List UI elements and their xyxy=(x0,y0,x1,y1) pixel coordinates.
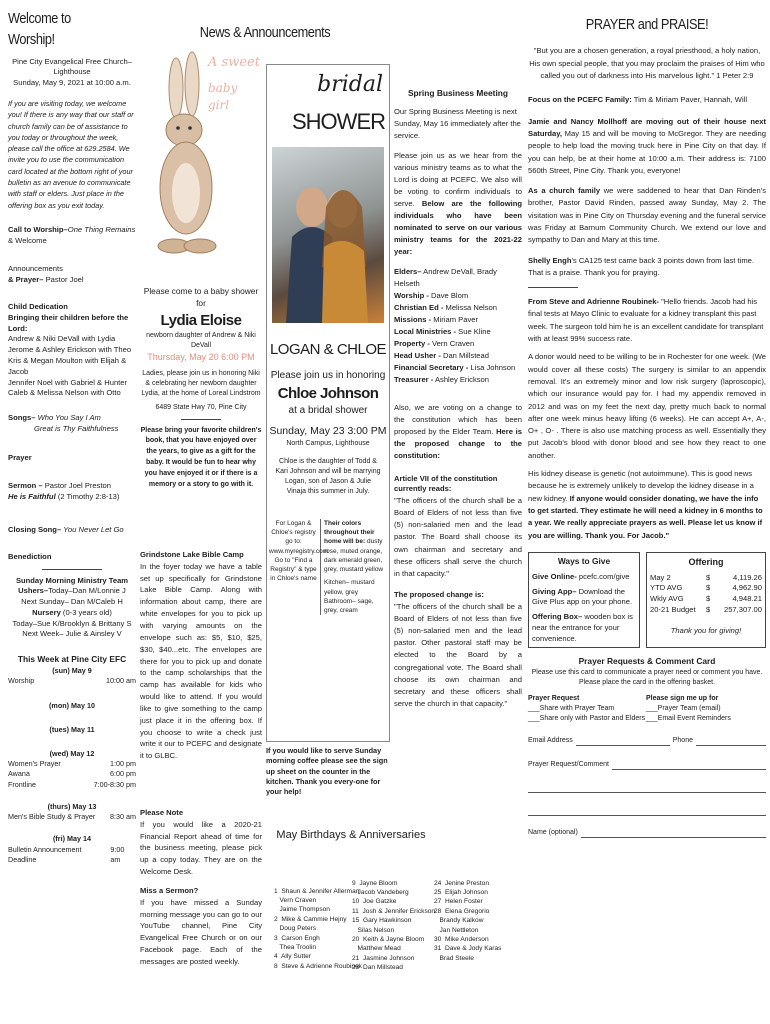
sermon-title: He is Faithful (2 Timothy 2:8-13) xyxy=(8,492,120,502)
baby-girl-text: baby girl xyxy=(208,81,238,113)
ways-to-give xyxy=(528,552,640,649)
comment-line-3[interactable] xyxy=(528,805,766,816)
grindstone-section xyxy=(140,550,262,762)
shower-text: SHOWER xyxy=(292,109,385,135)
shower-sub: newborn daughter of Andrew & Niki DeVall xyxy=(146,332,256,350)
contact-fields xyxy=(528,736,766,746)
bride-name: Chloe Johnson xyxy=(277,384,379,402)
order-of-worship xyxy=(8,0,136,1024)
roubinek-note: From Steve and Adrienne Roubinek- "Hello friends. Jacob had his final tests at Mayo Clinic to evaluate for a kidney transplant this past week. The surgeon told him he is an excellent candidate for transplant with at least 99% success rate. xyxy=(528,297,764,344)
card-options xyxy=(528,694,766,724)
mollhoff-note: Jamie and Nancy Mollhoff are moving out of their house next Saturday, May 15 and will be moving to McGregor. They are needing people to help load the moving truck here in Pine City on that day. If you can help, be at their home at 10:00 a.m. Their address is: 7100 560th Street, Pine City. Thank you, everyone! xyxy=(528,116,766,175)
ushers-next: Next Sunday– Dan M/Caleb H xyxy=(21,597,123,607)
vote-text: Also, we are voting on a change to the constitution which has been proposed by the Elder Team. Here is the proposed change to the constitution: xyxy=(394,402,522,460)
business-text-2: Please join us as we hear from the various ministry teams as to what the Lord is doing at PCEFC. We also will be voting to confirm individuals to serve. Below are the following individuals who have been nominated to serve on our various ministry teams for the 2021-22 year: xyxy=(394,150,522,256)
couple-photo xyxy=(272,147,384,323)
miss-text: If you have missed a Sunday morning message you can go to our YouTube channel, Pine City Evangelical Free Church or on our Facebook page. Each of the messages are posted weekly. xyxy=(140,897,262,966)
shower-ladies: Ladies, please join us in honoring Niki & celebrating her newborn daughter Lydia, at the home of Loreal Lindstrom xyxy=(141,369,261,397)
name-field[interactable] xyxy=(581,828,766,838)
sweet-text: A sweet xyxy=(208,55,260,70)
dedication-sub: Bringing their children before the Lord: xyxy=(8,312,129,333)
phone-label: Phone xyxy=(672,737,693,745)
prayer-title: PRAYER and PRAISE! xyxy=(585,16,709,33)
shower-address: 6489 State Hwy 70, Pine City xyxy=(155,403,247,411)
birthdays-title: May Birthdays & Anniversaries xyxy=(276,829,426,841)
comment-line-2[interactable] xyxy=(528,782,766,793)
nursery-today: Today–Sue K/Brooklyn & Brittany S xyxy=(12,618,132,628)
give-online[interactable]: Give Online- pcefc.com/give xyxy=(532,571,630,581)
note-section xyxy=(140,808,262,968)
welcome-title: Welcome to Worship! xyxy=(8,10,71,49)
serve-coffee: If you would like to serve Sunday morning coffee please see the sign up sheet on the counter in the kitchen. Thank you every-one for your help! xyxy=(266,746,388,797)
nursery: Nursery (0-3 years old) xyxy=(32,607,112,617)
proposed-quote: "The officers of the church shall be a Board of Elders of not less than five (5) non-salaried men and the lead pastor. Other pastoral staff may be elected to the Board by a congregational vote. The Board shall choose its own chairman and secretary and these officers shall serve the church in that capacity." xyxy=(394,601,522,708)
grindstone-title: Grindstone Lake Bible Camp xyxy=(140,550,244,559)
news-title: News & Announcements xyxy=(199,24,331,41)
signup-prayer-team[interactable]: ___Prayer Team (email) xyxy=(646,705,721,713)
business-title: Spring Business Meeting xyxy=(407,88,509,98)
announcements-item: Announcements xyxy=(8,264,63,274)
colors-info: Their colors throughout their home will be: dusty rose, muted orange, dark emerald green, grey, mustard yellow Kitchen– mustard yellow, grey Bathroom– sage, grey, cream xyxy=(324,520,384,614)
card-title: Prayer Requests & Comment Card xyxy=(578,656,716,667)
giving-row xyxy=(528,552,766,649)
name-label: Name (optional) xyxy=(528,828,578,836)
dedication-families: Andrew & Niki DeVall with Lydia Jerome & Ashley Erickson with Theo Kris & Megan Moulton with Elijah & Jacob Jennifer Noel with Gabriel & Hunter Caleb & Melissa Nelson with Otto xyxy=(8,334,132,398)
prayer-item: Prayer xyxy=(8,452,32,462)
shower-book: Please bring your favorite children's book, that you have enjoyed over the years, to give as a gift for the baby. It would be fun to hear why you have enjoyed it or if there is a memory or a story to go with it. xyxy=(140,426,262,488)
service-date: Sunday, May 9, 2021 at 10:00 a.m. xyxy=(13,78,131,88)
prayer-column xyxy=(528,0,766,1024)
note-text: If you would like a 2020-21 Financial Report ahead of time for the business meeting, please pick up a copy today. They are on the Welcome Desk. xyxy=(140,819,262,877)
birthdays-section xyxy=(266,828,516,844)
comment-label: Prayer Request/Comment xyxy=(528,760,609,768)
thanks-text: Thank you for giving! xyxy=(670,625,742,635)
week-schedule: (sun) May 9 Worship 10:00 am (mon) May 10 (tues) May 11 (wed) May 12 Women's Prayer 1:00 pm Awana 6:00 pm Frontline 7:00-8:30 pm (thurs) May 13 Men's Bible Study & Prayer 8:30 am (fri) May 14 Bulletin Announcement Deadline 9:00 am xyxy=(8,666,136,864)
giving-app: Giving App– Download the Give Plus app on your phone. xyxy=(532,586,633,607)
grindstone-text: In the foyer today we have a table set up specifically for Grindstone Lake Bible Camp. Along with information about camp, there are white envelopes for you to pick up with varying amounts on the envelope such as: $5, $10, $25, $30, $40...etc. The envelopes are there for you to pick up and donate to the camp scholarships that the camp has available for kids who would like to attend. If you would like to give something to the camp just place it in the offering box. If you choose to write a check just write it our to PCEFC and designate it to GLBC. xyxy=(140,561,262,761)
birthdays-list-3: 24 Jenine Preston 25 Elijah Johnson 27 Helen Foster 28 Elena Gregorio Brandy Kalkow Jan Nettleton 30 Mike Anderson 31 Dave & Jody Karas Brad Steele xyxy=(434,879,502,962)
email-field[interactable] xyxy=(576,736,670,746)
call-to-worship: Call to Worship–One Thing Remains xyxy=(8,224,136,234)
registry-info: For Logan & Chloe's registry go to: www.myregistry.com Go to "Find a Registry" & type in Chloe's name xyxy=(269,519,321,615)
week-title: This Week at Pine City EFC xyxy=(17,654,127,665)
visiting-note: If you are visiting today, we welcome you! If there is any way that our staff or church family can be of assistance to you today or throughout the week, please call the office at 629.2584. We invite you to use the communication card located at the bottom right of your bulletin as an avenue to communicate with staff or elders. Just place in the offering box as you exit today. xyxy=(8,98,134,210)
announcements-prayer: & Prayer– Pastor Joel xyxy=(8,275,84,285)
birthdays-list-1: 1 Shaun & Jennifer Allerman Vern Craven Jaime Thompson 2 Mike & Cammie Hejny Doug Peters 3 Carson Engh Thea Troolin 4 Ally Sutter 8 Steve & Adrienne Roubinek xyxy=(274,887,362,970)
church-name: Pine City Evangelical Free Church–Lighthouse xyxy=(12,56,132,77)
child-dedication: Child Dedication xyxy=(8,302,68,312)
name-row xyxy=(528,828,766,838)
share-prayer-team[interactable]: ___Share with Prayer Team xyxy=(528,705,615,713)
sermon-item: Sermon – Pastor Joel Preston xyxy=(8,481,112,491)
offering-table: May 2 $ 4,119.26 YTD AVG $ 4,962.90 Wkly AVG $ 4,948.21 20-21 Budget $ 257,307.00 xyxy=(650,572,762,614)
divider xyxy=(181,419,221,420)
bridal-shower-flyer xyxy=(266,64,390,742)
note-title: Please Note xyxy=(140,808,184,817)
signup-email-reminders[interactable]: ___Email Event Reminders xyxy=(646,715,731,723)
shower-intro: Please come to a baby shower for xyxy=(143,286,259,308)
miss-title: Miss a Sermon? xyxy=(140,886,199,895)
signup-options: Please sign me up for ___Prayer Team (email) ___Email Event Reminders xyxy=(646,694,766,724)
offering-title: Offering xyxy=(688,556,724,567)
baby-shower-flyer xyxy=(140,48,262,491)
share-pastor[interactable]: ___Share only with Pastor and Elders xyxy=(528,715,646,723)
comment-row xyxy=(528,760,766,770)
shelly-note: Shelly Engh's CA125 test came back 3 points down from last time. That is a praise. Thank you for praying. xyxy=(528,255,754,277)
phone-field[interactable] xyxy=(696,736,766,746)
roubinek-note-3: His kidney disease is genetic (not autoimmune). This is good news because he is extremely unlikely to develop the kidney disease in a new kidney. If anyone would consider donating, we have the info to get started. They estimate he will need a kidney in 6 months to a year. We really appreciate prayers as well. Please let us know if you are willing. Thank you. For Jacob." xyxy=(528,469,763,540)
offering-box-stats xyxy=(646,552,766,649)
divider xyxy=(42,569,102,570)
bride-daughter: Chloe is the daughter of Todd & Kari Johnson and will be marrying Logan, son of Jason & Julie Vinaja this summer in July. xyxy=(275,458,381,496)
welcome-item: & Welcome xyxy=(8,235,47,245)
ministry-team-title: Sunday Morning Ministry Team xyxy=(15,575,129,585)
family-note: As a church family we were saddened to hear that Dan Rinden's brother, Pastor David Rinden, passed away Sunday, May 2. The visitation was in Pine City on Thursday evening and the funeral service was Friday at Barnum Community Church. We extend our love and sympathy to Dan and Mary at this time. xyxy=(528,186,766,245)
nominees: Elders– Andrew DeVall, Brady Helseth Worship - Dave Blom Christian Ed - Melissa Nelson Missions - Miriam Paver Local Ministries - Sue Kline Property - Vern Craven Head Usher - Dan Millstead Financial Secretary - Lisa Johnson Treasurer - Ashley Erickson xyxy=(394,266,516,384)
proposed-label: The proposed change is: xyxy=(394,590,484,600)
honor-text: Please join us in honoring xyxy=(270,369,386,381)
bunny-illustration xyxy=(140,48,262,278)
at-bridal: at a bridal shower xyxy=(288,405,368,417)
couple-icon xyxy=(272,147,384,323)
birthdays-list-2: 9 Jayne Bloom Jacob Vandeberg 10 Joe Gatzke 11 Josh & Jennifer Erickson 15 Gary Hawkinson Silas Nelson 20 Keith & Jayne Bloom Matthew Mead 21 Jasmine Johnson 23 Dan Millstead xyxy=(352,879,436,971)
divider xyxy=(528,287,578,288)
song-2: Great is Thy Faithfulness xyxy=(34,423,119,433)
songs-item: Songs– Who You Say I Am xyxy=(8,413,101,423)
bridal-place: North Campus, Lighthouse xyxy=(286,440,370,448)
email-label: Email Address xyxy=(528,737,573,745)
roubinek-note-2: A donor would need to be willing to be in Rochester for one week. (We would cover all these costs) The surgery is similar to an appendix removal. It's an extremely minor and low risk surgery (laproscopic), which our insurance would pay for. I had my appendix removed in 2012 and was on my feet the next day, pretty much back to normal after one week minus heavy lifting (6 weeks). He can accept A+, A-, O+ , O- . There is also use matching process as well. Essentially they put Jacob's blood with donor blood and see how they react to one another. xyxy=(528,352,766,460)
business-text: Our Spring Business Meeting is next Sunday, May 16 immediately after the service. xyxy=(394,106,521,140)
ways-title: Ways to Give xyxy=(557,555,611,566)
offering-box: Offering Box– wooden box is near the entrance for your convenience. xyxy=(532,612,633,643)
business-column xyxy=(394,0,522,830)
registry-box xyxy=(267,519,389,615)
benediction: Benediction xyxy=(8,551,52,561)
verse: "But you are a chosen generation, a royal priesthood, a holy nation, His own special people, that you may proclaim the praises of Him who called you out of darkness into His marvelous light." 1 Peter 2:9 xyxy=(529,46,765,81)
card-sub: Please use this card to communicate a prayer need or comment you have. Please place the card in the offering basket. xyxy=(531,669,763,687)
prayer-request-options: Prayer Request ___Share with Prayer Team ___Share only with Pastor and Elders xyxy=(528,695,646,723)
nursery-next: Next Week– Julie & Ainsley V xyxy=(22,629,122,639)
ushers: Ushers–Today–Dan M/Lonnie J xyxy=(18,586,126,596)
comment-field[interactable] xyxy=(612,760,766,770)
shower-date: Thursday, May 20 6:00 PM xyxy=(147,352,255,363)
focus: Focus on the PCEFC Family: Tim & Miriam Paver, Hannah, Will xyxy=(528,94,748,104)
bridal-text: bridal xyxy=(317,72,383,97)
baby-name: Lydia Eloise xyxy=(160,311,242,329)
closing-song: Closing Song– You Never Let Go xyxy=(8,524,124,534)
article-label: Article VII of the constitution currently reads: xyxy=(394,473,498,494)
bridal-date: Sunday, May 23 3:00 PM xyxy=(269,425,387,438)
couple-names: LOGAN & CHLOE xyxy=(269,341,387,359)
article-quote: "The officers of the church shall be a Board of Elders of not less than five (5) non-salaried men and the lead pastor. The Board shall choose its own chairman and secretary and these officers shall serve the church in that capacity." xyxy=(394,496,522,578)
